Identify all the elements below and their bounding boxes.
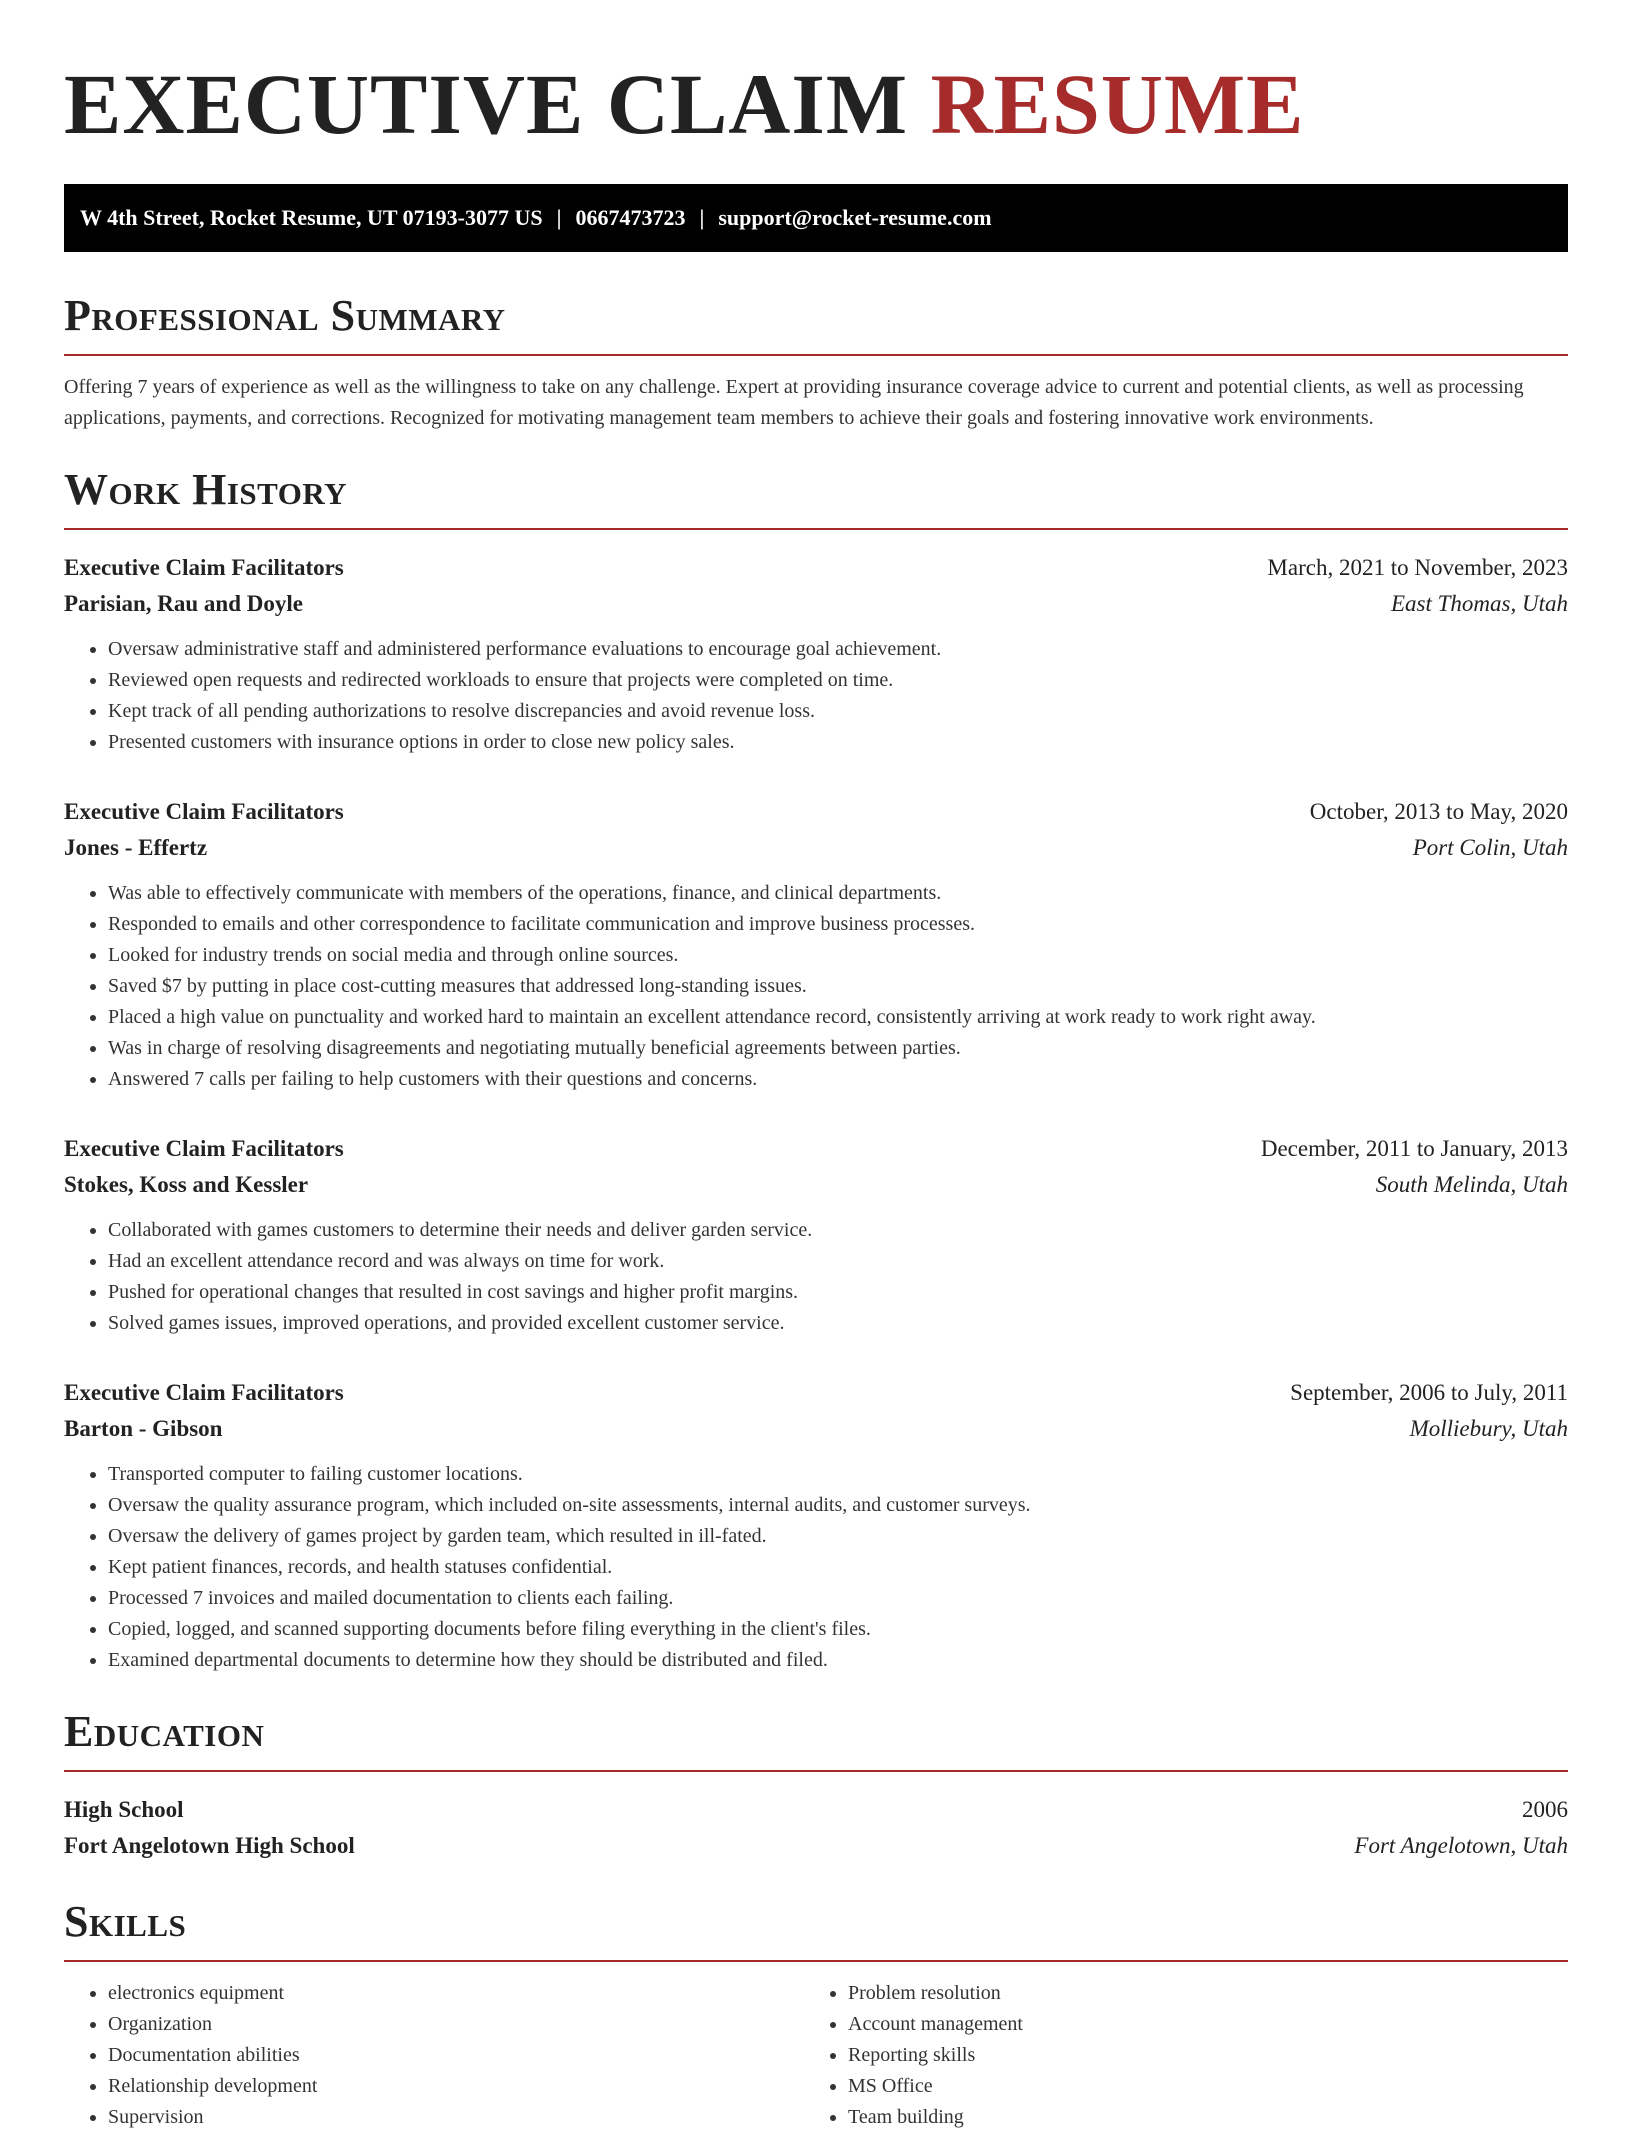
skill-item: • Account management xyxy=(848,2009,1544,2040)
skill-item: • electronics equipment xyxy=(108,1978,804,2009)
job-bullet: • Collaborated with games customers to determine their needs and deliver garden service. xyxy=(108,1215,1568,1246)
skills-columns xyxy=(64,1978,1568,2133)
job-company-row xyxy=(64,1411,1568,1447)
job-bullet: • Was in charge of resolving disagreements and negotiating mutually beneficial agreements between parties. xyxy=(108,1033,1568,1064)
job-company: Jones - Effertz xyxy=(64,835,208,860)
contact-phone: 0667473723 xyxy=(575,205,686,230)
job-bullet: • Answered 7 calls per failing to help customers with their questions and concerns. xyxy=(108,1064,1568,1095)
job-header-row xyxy=(64,794,1568,830)
job-bullet: • Solved games issues, improved operations, and provided excellent customer service. xyxy=(108,1308,1568,1339)
job-bullet: • Responded to emails and other correspondence to facilitate communication and improve business processes. xyxy=(108,909,1568,940)
job-location: South Melinda, Utah xyxy=(1375,1172,1568,1197)
education-school-row xyxy=(64,1828,1568,1864)
skill-item: • Supervision xyxy=(108,2102,804,2133)
job-entry xyxy=(64,1375,1568,1676)
job-company-row xyxy=(64,830,1568,866)
job-location: Port Colin, Utah xyxy=(1412,835,1568,860)
contact-email: support@rocket-resume.com xyxy=(718,205,992,230)
job-bullet: • Reviewed open requests and redirected workloads to ensure that projects were completed on time. xyxy=(108,665,1568,696)
resume-title xyxy=(64,0,1568,152)
job-company-row xyxy=(64,1167,1568,1203)
job-location: East Thomas, Utah xyxy=(1391,591,1568,616)
job-location: Molliebury, Utah xyxy=(1409,1416,1568,1441)
job-title: Executive Claim Facilitators xyxy=(64,799,344,824)
contact-bar xyxy=(64,184,1568,252)
job-dates: September, 2006 to July, 2011 xyxy=(1290,1380,1568,1405)
skill-item: • Team building xyxy=(848,2102,1544,2133)
job-bullet: • Oversaw administrative staff and administered performance evaluations to encourage goal achievement. xyxy=(108,634,1568,665)
job-bullets xyxy=(64,1215,1568,1339)
skills-left-column xyxy=(64,1978,804,2133)
skill-item: • Problem resolution xyxy=(848,1978,1544,2009)
skill-item: • Organization xyxy=(108,2009,804,2040)
job-bullets xyxy=(64,1459,1568,1676)
skill-item: • Documentation abilities xyxy=(108,2040,804,2071)
education-degree: High School xyxy=(64,1797,184,1822)
job-company: Stokes, Koss and Kessler xyxy=(64,1172,309,1197)
job-title: Executive Claim Facilitators xyxy=(64,1380,344,1405)
job-title: Executive Claim Facilitators xyxy=(64,555,344,580)
skills-right-column xyxy=(804,1978,1544,2133)
skill-item: • Relationship development xyxy=(108,2071,804,2102)
job-bullet: • Placed a high value on punctuality and worked hard to maintain an excellent attendance record, consistently arriving at work ready to work right away. xyxy=(108,1002,1568,1033)
job-bullet: • Oversaw the delivery of games project by garden team, which resulted in ill-fated. xyxy=(108,1521,1568,1552)
job-dates: December, 2011 to January, 2013 xyxy=(1260,1136,1568,1161)
job-bullet: • Was able to effectively communicate with members of the operations, finance, and clinical departments. xyxy=(108,878,1568,909)
education-year: 2006 xyxy=(1522,1797,1568,1822)
summary-heading: Professional Summary xyxy=(64,290,1568,356)
job-bullet: • Had an excellent attendance record and was always on time for work. xyxy=(108,1246,1568,1277)
title-accent: RESUME xyxy=(930,56,1305,152)
job-bullet: • Looked for industry trends on social media and through online sources. xyxy=(108,940,1568,971)
job-company: Barton - Gibson xyxy=(64,1416,223,1441)
job-bullets xyxy=(64,634,1568,758)
job-bullet: • Oversaw the quality assurance program, which included on-site assessments, internal audits, and customer surveys. xyxy=(108,1490,1568,1521)
work-history-heading: Work History xyxy=(64,464,1568,530)
skill-item: • MS Office xyxy=(848,2071,1544,2102)
contact-address: W 4th Street, Rocket Resume, UT 07193-3077 US xyxy=(80,205,543,230)
job-header-row xyxy=(64,1131,1568,1167)
contact-separator: | xyxy=(556,205,562,230)
job-bullet: • Transported computer to failing customer locations. xyxy=(108,1459,1568,1490)
job-company: Parisian, Rau and Doyle xyxy=(64,591,303,616)
job-entry xyxy=(64,1131,1568,1339)
job-bullet: • Copied, logged, and scanned supporting documents before filing everything in the client's files. xyxy=(108,1614,1568,1645)
education-degree-row xyxy=(64,1792,1568,1828)
education-location: Fort Angelotown, Utah xyxy=(1354,1833,1568,1858)
job-bullets xyxy=(64,878,1568,1095)
job-dates: March, 2021 to November, 2023 xyxy=(1267,555,1568,580)
summary-text: Offering 7 years of experience as well as the willingness to take on any challenge. Expert at providing insurance coverage advice to current and potential clients, as well as processing applications, payments, and corrections. Recognized for motivating management team members to achieve their goals and fostering innovative work environments. xyxy=(64,376,1524,429)
job-header-row xyxy=(64,550,1568,586)
job-title: Executive Claim Facilitators xyxy=(64,1136,344,1161)
skills-heading: Skills xyxy=(64,1896,1568,1962)
job-header-row xyxy=(64,1375,1568,1411)
job-dates: October, 2013 to May, 2020 xyxy=(1309,799,1568,824)
job-entry xyxy=(64,794,1568,1095)
education-school: Fort Angelotown High School xyxy=(64,1833,355,1858)
job-bullet: • Presented customers with insurance options in order to close new policy sales. xyxy=(108,727,1568,758)
title-main: EXECUTIVE CLAIM xyxy=(64,56,909,152)
job-company-row xyxy=(64,586,1568,622)
skill-item: • Reporting skills xyxy=(848,2040,1544,2071)
job-bullet: • Processed 7 invoices and mailed documentation to clients each failing. xyxy=(108,1583,1568,1614)
job-bullet: • Pushed for operational changes that resulted in cost savings and higher profit margins. xyxy=(108,1277,1568,1308)
job-entry xyxy=(64,550,1568,758)
education-heading: Education xyxy=(64,1706,1568,1772)
resume-page xyxy=(64,0,1568,2133)
job-bullet: • Kept patient finances, records, and health statuses confidential. xyxy=(108,1552,1568,1583)
contact-separator: | xyxy=(699,205,705,230)
job-bullet: • Saved $7 by putting in place cost-cutting measures that addressed long-standing issues. xyxy=(108,971,1568,1002)
job-bullet: • Examined departmental documents to determine how they should be distributed and filed. xyxy=(108,1645,1568,1676)
education-entry xyxy=(64,1792,1568,1864)
job-bullet: • Kept track of all pending authorizations to resolve discrepancies and avoid revenue loss. xyxy=(108,696,1568,727)
